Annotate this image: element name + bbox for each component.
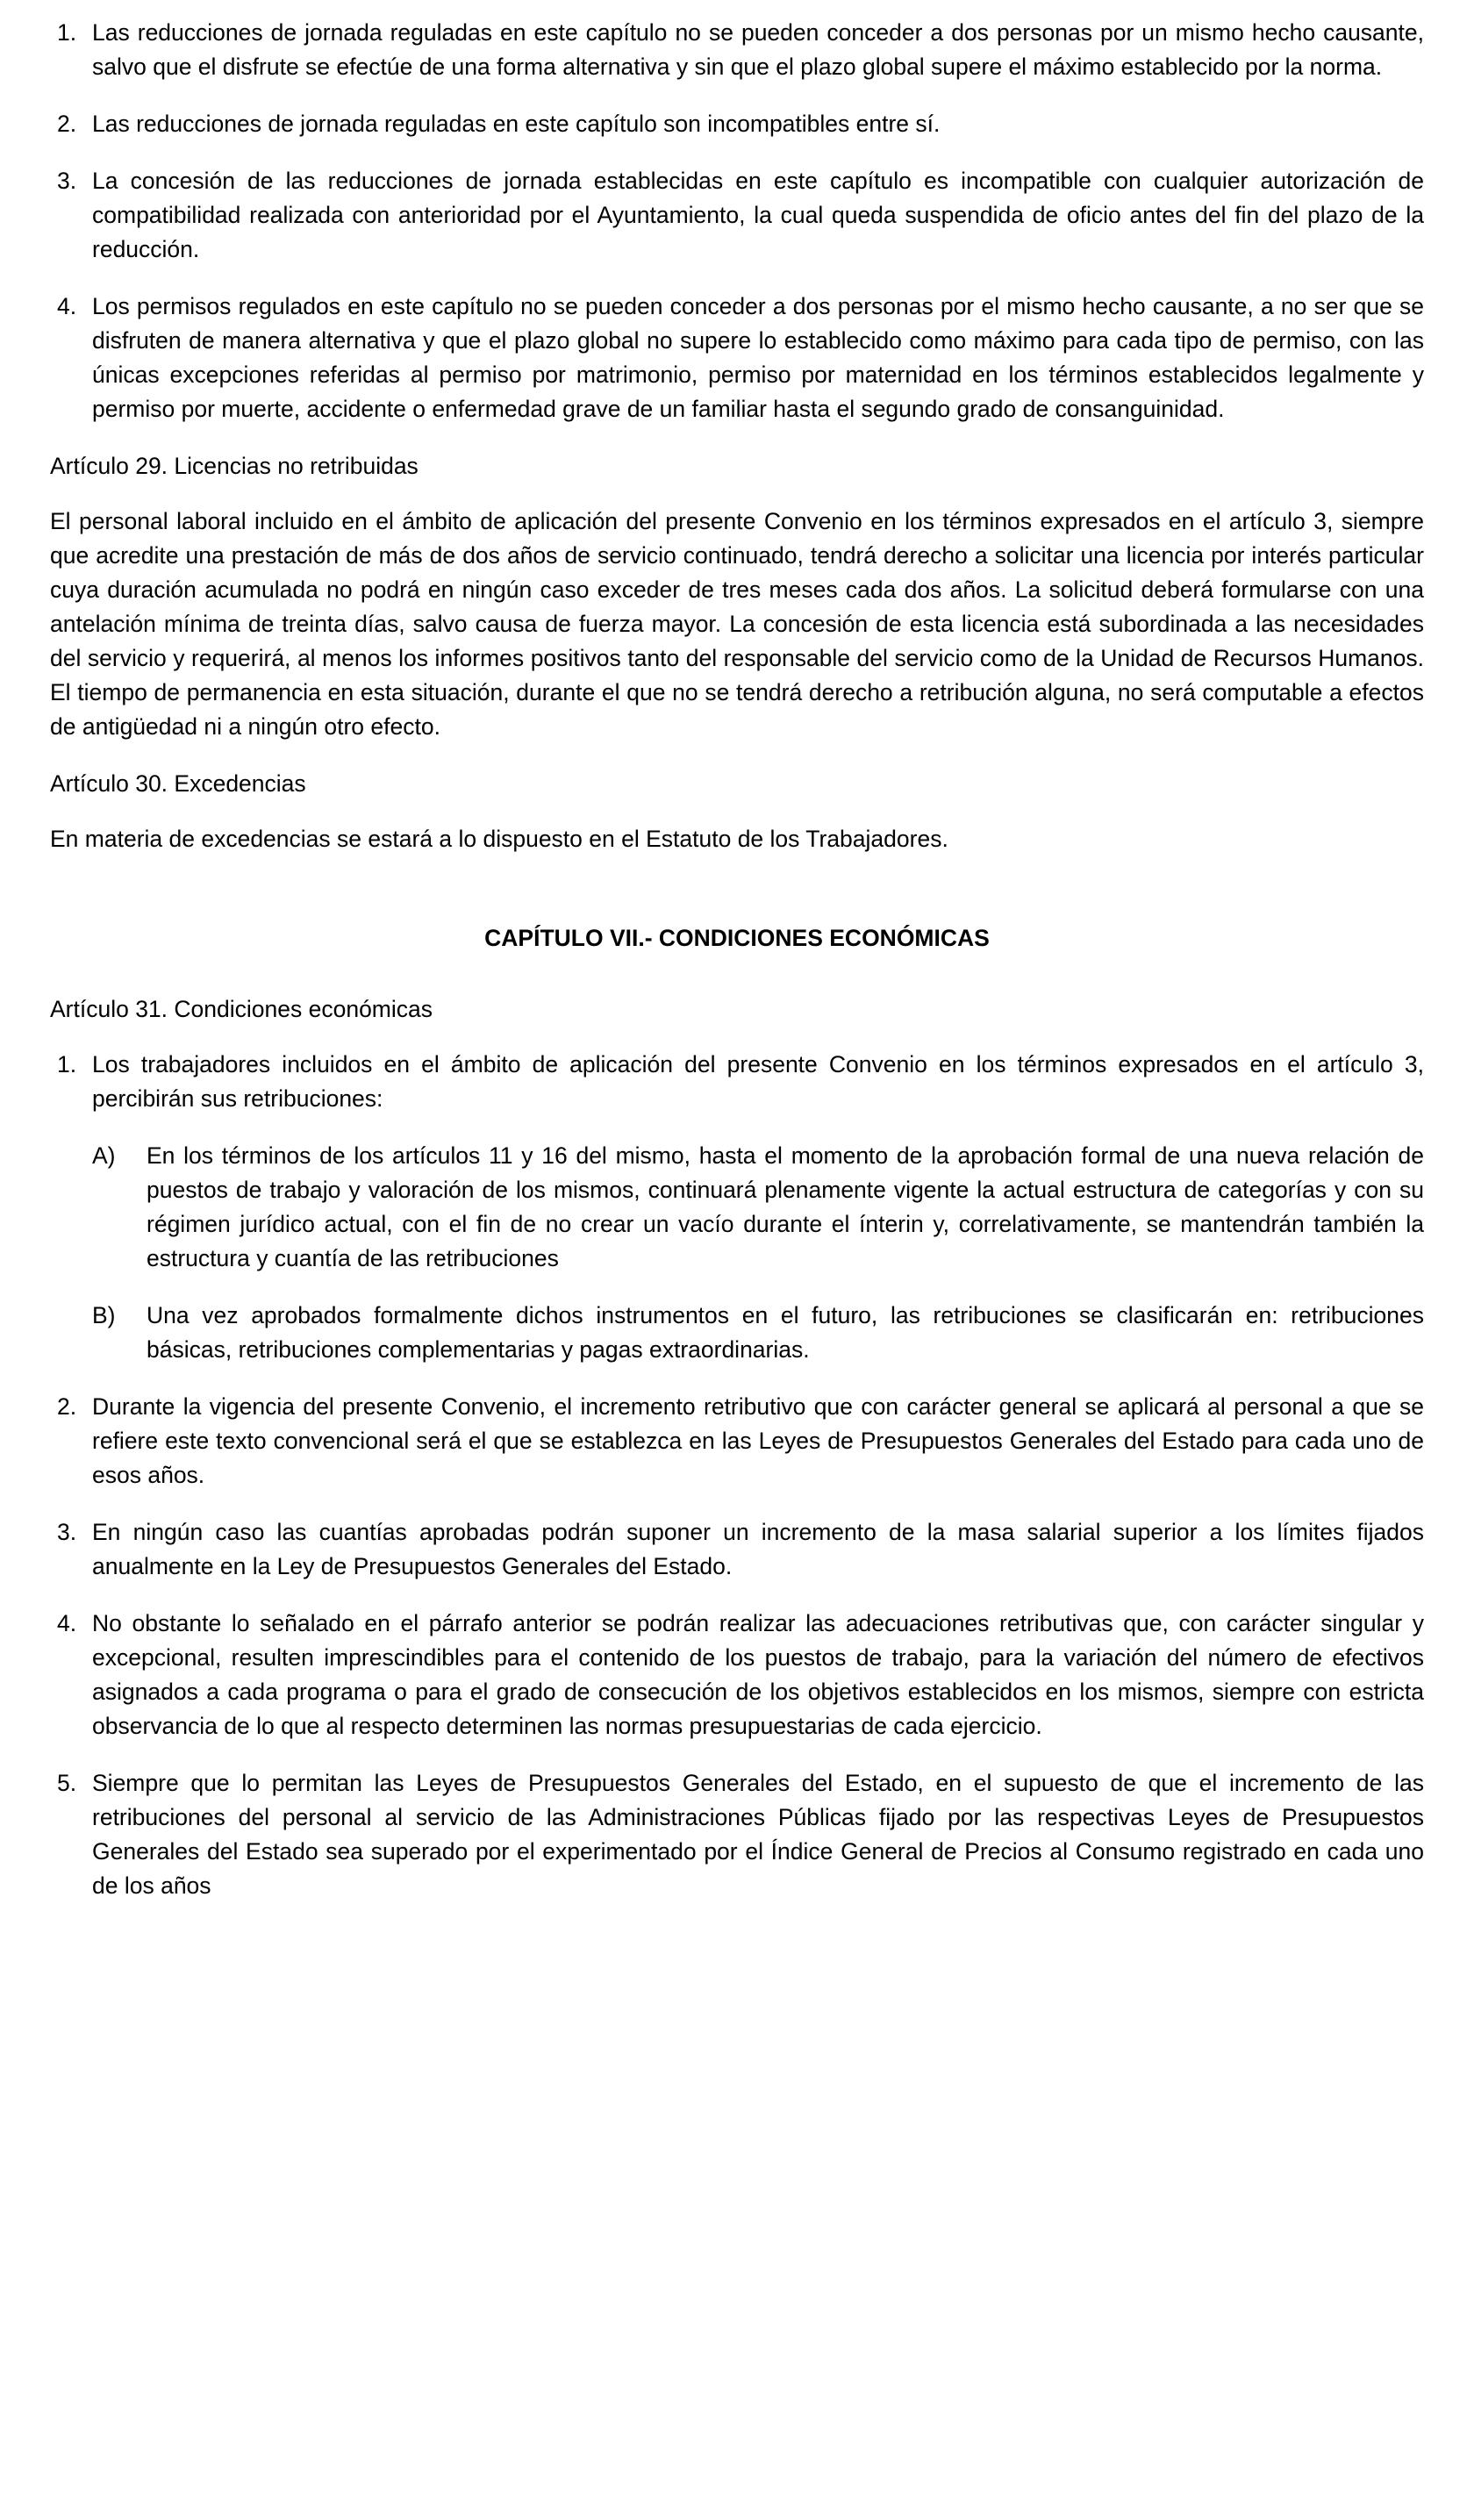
list-item-text: Durante la vigencia del presente Convenio, el incremento retributivo que con carácter general se aplicará al personal a que se refiere este texto convencional será el que se establezca en las Leyes de Presupuestos Generales del Estado para cada uno de esos años. [92, 1393, 1424, 1488]
list-item-text: Las reducciones de jornada reguladas en este capítulo son incompatibles entre sí. [92, 111, 941, 137]
chapter-7-title: CAPÍTULO VII.- CONDICIONES ECONÓMICAS [484, 925, 990, 951]
article-31-heading: Artículo 31. Condiciones económicas [50, 996, 433, 1022]
list-item [50, 1607, 1424, 1743]
list-item-marker: 4. [57, 293, 77, 319]
list-item [50, 1390, 1424, 1493]
list-item-marker: 2. [57, 111, 77, 137]
list-item-text: Los permisos regulados en este capítulo no se pueden conceder a dos personas por el mismo hecho causante, a no ser que se disfruten de manera alternativa y que el plazo global no supere lo establecido como máximo para cada tipo de permiso, con las únicas excepciones referidas al permiso por matrimonio, permiso por maternidad en los términos establecidos legalmente y permiso por muerte, accidente o enfermedad grave de un familiar hasta el segundo grado de consanguinidad. [92, 293, 1424, 422]
list-item [50, 107, 1424, 141]
sub-list-item [50, 1299, 1424, 1367]
sub-list-item [50, 1139, 1424, 1276]
article-29-paragraph: El personal laboral incluido en el ámbito de aplicación del presente Convenio en los términos expresados en el artículo 3, siempre que acredite una prestación de más de dos años de servicio continuado, tendrá derecho a solicitar una licencia por interés particular cuya duración acumulada no podrá en ningún caso exceder de tres meses cada dos años. La solicitud deberá formularse con una antelación mínima de treinta días, salvo causa de fuerza mayor. La concesión de esta licencia está subordinada a las necesidades del servicio y requerirá, al menos los informes positivos tanto del responsable del servicio como de la Unidad de Recursos Humanos. El tiempo de permanencia en esta situación, durante el que no se tendrá derecho a retribución alguna, no será computable a efectos de antigüedad ni a ningún otro efecto. [50, 508, 1424, 740]
article-30-paragraph: En materia de excedencias se estará a lo dispuesto en el Estatuto de los Trabajadores. [50, 826, 948, 852]
list-item [50, 1766, 1424, 1903]
list-item [50, 164, 1424, 267]
list-item-text: Las reducciones de jornada reguladas en este capítulo no se pueden conceder a dos personas por un mismo hecho causante, salvo que el disfrute se efectúe de una forma alternativa y sin que el plazo global supere el máximo establecido por la norma. [92, 19, 1424, 80]
sub-list-item-marker: B) [92, 1302, 116, 1328]
document-body [50, 16, 1424, 1903]
list-item [50, 1048, 1424, 1116]
list-item [50, 290, 1424, 426]
list-item-text: En ningún caso las cuantías aprobadas podrán suponer un incremento de la masa salarial superior a los límites fijados anualmente en la Ley de Presupuestos Generales del Estado. [92, 1519, 1424, 1579]
list-item [50, 16, 1424, 84]
list-item-text: La concesión de las reducciones de jornada establecidas en este capítulo es incompatible con cualquier autorización de compatibilidad realizada con anterioridad por el Ayuntamiento, la cual queda suspendida de oficio antes del fin del plazo de la reducción. [92, 168, 1424, 262]
list-item-marker: 3. [57, 168, 77, 194]
list-item-marker: 4. [57, 1610, 77, 1636]
list-item-marker: 1. [57, 1051, 77, 1077]
list-item [50, 1515, 1424, 1584]
list-item-marker: 3. [57, 1519, 77, 1545]
list-item-marker: 1. [57, 19, 77, 46]
list-item-text: Los trabajadores incluidos en el ámbito de aplicación del presente Convenio en los términos expresados en el artículo 3, percibirán sus retribuciones: [92, 1051, 1424, 1112]
article-29-heading: Artículo 29. Licencias no retribuidas [50, 453, 419, 479]
article-30-heading: Artículo 30. Excedencias [50, 770, 306, 797]
list-item-marker: 2. [57, 1393, 77, 1420]
list-item-marker: 5. [57, 1770, 77, 1796]
list-item-text: Siempre que lo permitan las Leyes de Presupuestos Generales del Estado, en el supuesto de que el incremento de las retribuciones del personal al servicio de las Administraciones Públicas fijado por las respectivas Leyes de Presupuestos Generales del Estado sea superado por el experimentado por el Índice General de Precios al Consumo registrado en cada uno de los años [92, 1770, 1424, 1899]
sub-list-item-text: En los términos de los artículos 11 y 16 del mismo, hasta el momento de la aprobación formal de una nueva relación de puestos de trabajo y valoración de los mismos, continuará plenamente vigente la actual estructura de categorías y con su régimen jurídico actual, con el fin de no crear un vacío durante el ínterin y, correlativamente, se mantendrán también la estructura y cuantía de las retribuciones [147, 1142, 1424, 1271]
sub-list-item-marker: A) [92, 1142, 116, 1169]
sub-list-item-text: Una vez aprobados formalmente dichos instrumentos en el futuro, las retribuciones se clasificarán en: retribuciones básicas, retribuciones complementarias y pagas extraordinarias. [147, 1302, 1424, 1363]
list-item-text: No obstante lo señalado en el párrafo anterior se podrán realizar las adecuaciones retributivas que, con carácter singular y excepcional, resulten imprescindibles para el contenido de los puestos de trabajo, para la variación del número de efectivos asignados a cada programa o para el grado de consecución de los objetivos establecidos en los mismos, siempre con estricta observancia de lo que al respecto determinen las normas presupuestarias de cada ejercicio. [92, 1610, 1424, 1739]
